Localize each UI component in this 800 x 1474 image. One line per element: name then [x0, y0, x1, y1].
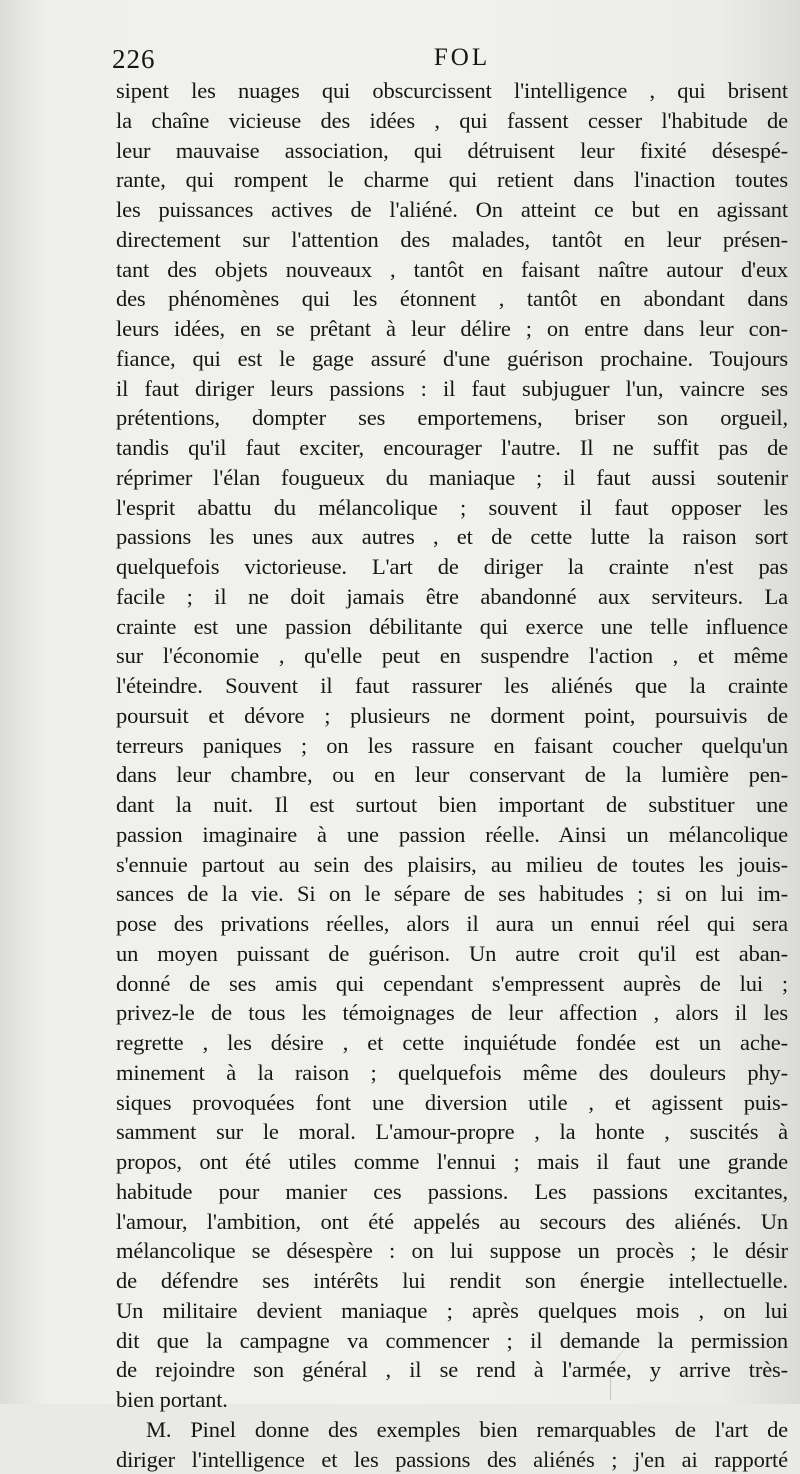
text-line: dans leur chambre, ou en leur conservant de la lumière pen- [116, 760, 788, 790]
text-line: prétentions, dompter ses emportemens, briser son orgueil, [116, 403, 788, 433]
text-line: tandis qu'il faut exciter, encourager l'autre. Il ne suffit pas de [116, 433, 788, 463]
text-line: rante, qui rompent le charme qui retient dans l'inaction toutes [116, 165, 788, 195]
text-line: l'esprit abattu du mélancolique ; souvent il faut opposer les [116, 493, 788, 523]
text-line: de défendre ses intérêts lui rendit son énergie intellectuelle. [116, 1266, 788, 1296]
text-line: directement sur l'attention des malades, tantôt en leur présen- [116, 225, 788, 255]
text-line: privez-le de tous les témoignages de leur affection , alors il les [116, 998, 788, 1028]
text-line: dant la nuit. Il est surtout bien important de substituer une [116, 790, 788, 820]
text-line: dit que la campagne va commencer ; il demande la permission [116, 1326, 788, 1356]
text-line: pose des privations réelles, alors il aura un ennui réel qui sera [116, 909, 788, 939]
text-line: regrette , les désire , et cette inquiétude fondée est un ache- [116, 1028, 788, 1058]
text-line: des phénomènes qui les étonnent , tantôt en abondant dans [116, 284, 788, 314]
text-line: habitude pour manier ces passions. Les passions excitantes, [116, 1177, 788, 1207]
body-text [116, 76, 788, 1474]
text-line: l'amour, l'ambition, ont été appelés au secours des aliénés. Un [116, 1207, 788, 1237]
text-line: poursuit et dévore ; plusieurs ne dorment point, poursuivis de [116, 701, 788, 731]
text-line: samment sur le moral. L'amour-propre , la honte , suscités à [116, 1117, 788, 1147]
text-line: les puissances actives de l'aliéné. On atteint ce but en agissant [116, 195, 788, 225]
text-line: sances de la vie. Si on le sépare de ses habitudes ; si on lui im- [116, 879, 788, 909]
text-line: s'ennuie partout au sein des plaisirs, au milieu de toutes les jouis- [116, 850, 788, 880]
page-number: 226 [112, 44, 156, 75]
text-line: siques provoquées font une diversion utile , et agissent puis- [116, 1088, 788, 1118]
text-line: Un militaire devient maniaque ; après quelques mois , on lui [116, 1296, 788, 1326]
text-line: quelquefois victorieuse. L'art de diriger la crainte n'est pas [116, 552, 788, 582]
page-header [112, 44, 792, 80]
text-line: leur mauvaise association, qui détruisent leur fixité désespé- [116, 136, 788, 166]
text-line: fiance, qui est le gage assuré d'une guérison prochaine. Toujours [116, 344, 788, 374]
text-line: M. Pinel donne des exemples bien remarquables de l'art de [116, 1415, 788, 1445]
text-line: réprimer l'élan fougueux du maniaque ; il faut aussi soutenir [116, 463, 788, 493]
text-line: diriger l'intelligence et les passions des aliénés ; j'en ai rapporté [116, 1445, 788, 1474]
text-line: passions les unes aux autres , et de cette lutte la raison sort [116, 522, 788, 552]
text-line: il faut diriger leurs passions : il faut subjuguer l'un, vaincre ses [116, 374, 788, 404]
text-line: un moyen puissant de guérison. Un autre croit qu'il est aban- [116, 939, 788, 969]
text-line: minement à la raison ; quelquefois même des douleurs phy- [116, 1058, 788, 1088]
text-line: l'éteindre. Souvent il faut rassurer les aliénés que la crainte [116, 671, 788, 701]
text-line: tant des objets nouveaux , tantôt en faisant naître autour d'eux [116, 255, 788, 285]
text-line: donné de ses amis qui cependant s'empressent auprès de lui ; [116, 969, 788, 999]
text-line: sur l'économie , qu'elle peut en suspendre l'action , et même [116, 641, 788, 671]
text-line: sipent les nuages qui obscurcissent l'intelligence , qui brisent [116, 76, 788, 106]
running-head: FOL [112, 44, 792, 72]
text-line: mélancolique se désespère : on lui suppose un procès ; le désir [116, 1236, 788, 1266]
text-line: de rejoindre son général , il se rend à l'armée, y arrive très- [116, 1355, 788, 1385]
text-line: crainte est une passion débilitante qui exerce une telle influence [116, 612, 788, 642]
text-line: propos, ont été utiles comme l'ennui ; mais il faut une grande [116, 1147, 788, 1177]
text-line: la chaîne vicieuse des idées , qui fassent cesser l'habitude de [116, 106, 788, 136]
text-line: terreurs paniques ; on les rassure en faisant coucher quelqu'un [116, 731, 788, 761]
text-line: passion imaginaire à une passion réelle. Ainsi un mélancolique [116, 820, 788, 850]
text-line: bien portant. [116, 1385, 788, 1415]
text-line: leurs idées, en se prêtant à leur délire ; on entre dans leur con- [116, 314, 788, 344]
text-line: facile ; il ne doit jamais être abandonné aux serviteurs. La [116, 582, 788, 612]
